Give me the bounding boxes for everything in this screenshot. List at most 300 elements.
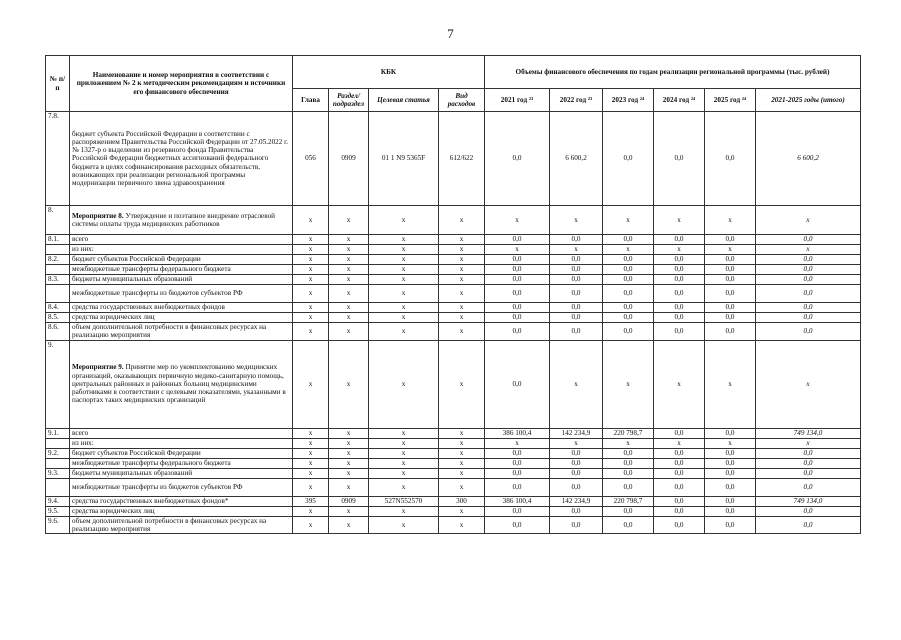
cell-value: х bbox=[439, 340, 485, 428]
cell-value: 0,0 bbox=[550, 265, 603, 275]
table-row bbox=[46, 255, 861, 265]
cell-value: 0,0 bbox=[705, 255, 756, 265]
cell-value: 0,0 bbox=[654, 235, 705, 245]
table-row bbox=[46, 275, 861, 285]
row-name bbox=[70, 468, 293, 478]
row-number: 9.2. bbox=[46, 448, 70, 458]
row-name bbox=[70, 285, 293, 303]
row-name bbox=[70, 340, 293, 428]
cell-value: 0,0 bbox=[550, 468, 603, 478]
cell-value: х bbox=[369, 516, 439, 534]
cell-value: х bbox=[369, 285, 439, 303]
cell-value: 0,0 bbox=[756, 478, 861, 496]
table-row bbox=[46, 468, 861, 478]
row-number: 7.8. bbox=[46, 112, 70, 206]
cell-value: х bbox=[654, 245, 705, 255]
cell-value: х bbox=[603, 438, 654, 448]
cell-value: 0909 bbox=[329, 112, 369, 206]
cell-value: х bbox=[369, 265, 439, 275]
cell-value: х bbox=[329, 265, 369, 275]
cell-value: 612/622 bbox=[439, 112, 485, 206]
cell-value: 0,0 bbox=[485, 265, 550, 275]
cell-value: х bbox=[439, 206, 485, 235]
header-kbk-col: Глава bbox=[293, 89, 329, 112]
cell-value: х bbox=[439, 428, 485, 438]
cell-value: х bbox=[329, 340, 369, 428]
cell-value: х bbox=[756, 340, 861, 428]
cell-value: х bbox=[293, 478, 329, 496]
cell-value: х bbox=[293, 275, 329, 285]
cell-value: х bbox=[550, 438, 603, 448]
cell-value: х bbox=[329, 428, 369, 438]
row-name bbox=[70, 245, 293, 255]
cell-value: х bbox=[369, 438, 439, 448]
row-number: 9.1. bbox=[46, 428, 70, 438]
cell-value: 749 134,0 bbox=[756, 428, 861, 438]
table-row bbox=[46, 458, 861, 468]
cell-value: 0,0 bbox=[603, 275, 654, 285]
cell-value: х bbox=[369, 245, 439, 255]
cell-value: х bbox=[293, 506, 329, 516]
cell-value: х bbox=[439, 235, 485, 245]
header-kbk-col: Целевая статья bbox=[369, 89, 439, 112]
cell-value: х bbox=[369, 468, 439, 478]
row-name bbox=[70, 303, 293, 313]
cell-value: х bbox=[293, 303, 329, 313]
cell-value: х bbox=[329, 478, 369, 496]
row-number: 8. bbox=[46, 206, 70, 235]
cell-value: х bbox=[293, 313, 329, 323]
cell-value: 0,0 bbox=[485, 303, 550, 313]
row-name-text: межбюджетные трансферты из бюджетов субъектов РФ bbox=[72, 289, 243, 298]
cell-value: 0,0 bbox=[756, 458, 861, 468]
cell-value: х bbox=[439, 323, 485, 341]
cell-value: 142 234,9 bbox=[550, 428, 603, 438]
cell-value: х bbox=[369, 458, 439, 468]
cell-value: 0,0 bbox=[654, 323, 705, 341]
cell-value: 0909 bbox=[329, 496, 369, 506]
cell-value: 0,0 bbox=[654, 428, 705, 438]
cell-value: х bbox=[329, 206, 369, 235]
table-row bbox=[46, 285, 861, 303]
header-year-col: 2022 год ²³ bbox=[550, 89, 603, 112]
row-name bbox=[70, 428, 293, 438]
cell-value: х bbox=[293, 235, 329, 245]
cell-value: х bbox=[293, 438, 329, 448]
cell-value: 0,0 bbox=[756, 448, 861, 458]
cell-value: 0,0 bbox=[756, 506, 861, 516]
row-name bbox=[70, 265, 293, 275]
row-name-text: Принятие мер по укомплектованию медицинских организаций, оказывающих первичную медико-санитарную помощь, центральных районных и районных больниц медицинскими работниками в соответствии с целевыми показателями, указанными в паспортах таких медицинских организаций bbox=[72, 363, 286, 405]
cell-value: х bbox=[756, 206, 861, 235]
cell-value: х bbox=[293, 206, 329, 235]
row-name bbox=[70, 438, 293, 448]
cell-value: 0,0 bbox=[756, 323, 861, 341]
row-number: 9.4. bbox=[46, 496, 70, 506]
cell-value: х bbox=[439, 468, 485, 478]
cell-value: х bbox=[369, 313, 439, 323]
cell-value: 0,0 bbox=[485, 285, 550, 303]
cell-value: 6 600,2 bbox=[550, 112, 603, 206]
table-row bbox=[46, 303, 861, 313]
cell-value: х bbox=[329, 285, 369, 303]
row-name bbox=[70, 313, 293, 323]
cell-value: 0,0 bbox=[550, 303, 603, 313]
row-name-text: бюджет субъекта Российской Федерации в соответствии с распоряжением Правительства Российской Федерации от 27.05.2022 г. № 1327-р о выделении из резервного фонда Правительства Российской Федерации бюджетных ассигнований федерального бюджета в целях софинансирования расходных обязательств, возникающих при реализации региональной программы модернизации первичного звена здравоохранения bbox=[72, 129, 289, 188]
cell-value: х bbox=[550, 340, 603, 428]
cell-value: х bbox=[603, 340, 654, 428]
cell-value: 056 bbox=[293, 112, 329, 206]
row-number bbox=[46, 438, 70, 448]
cell-value: 300 bbox=[439, 496, 485, 506]
row-name-text: средства государственных внебюджетных фондов* bbox=[72, 496, 229, 505]
cell-value: 0,0 bbox=[705, 506, 756, 516]
cell-value: х bbox=[329, 313, 369, 323]
cell-value: 0,0 bbox=[705, 478, 756, 496]
cell-value: 0,0 bbox=[550, 478, 603, 496]
cell-value: х bbox=[369, 255, 439, 265]
cell-value: х bbox=[439, 516, 485, 534]
row-name-text: бюджеты муниципальных образований bbox=[72, 468, 193, 477]
cell-value: 0,0 bbox=[485, 478, 550, 496]
cell-value: х bbox=[439, 448, 485, 458]
cell-value: 0,0 bbox=[550, 506, 603, 516]
cell-value: 0,0 bbox=[654, 112, 705, 206]
cell-value: х bbox=[369, 323, 439, 341]
row-name-text: средства государственных внебюджетных фондов bbox=[72, 303, 225, 312]
cell-value: х bbox=[705, 438, 756, 448]
row-number: 8.1. bbox=[46, 235, 70, 245]
cell-value: х bbox=[293, 265, 329, 275]
row-name-text: бюджеты муниципальных образований bbox=[72, 275, 193, 284]
row-name bbox=[70, 323, 293, 341]
cell-value: х bbox=[603, 206, 654, 235]
cell-value: 0,0 bbox=[485, 255, 550, 265]
table-row bbox=[46, 496, 861, 506]
cell-value: х bbox=[654, 438, 705, 448]
cell-value: 0,0 bbox=[485, 448, 550, 458]
row-name-text: объем дополнительной потребности в финансовых ресурсах на реализацию мероприятия bbox=[72, 516, 267, 533]
table-row bbox=[46, 112, 861, 206]
row-name bbox=[70, 478, 293, 496]
table-row bbox=[46, 235, 861, 245]
cell-value: 0,0 bbox=[705, 323, 756, 341]
cell-value: 0,0 bbox=[705, 112, 756, 206]
cell-value: 0,0 bbox=[550, 235, 603, 245]
cell-value: 749 134,0 bbox=[756, 496, 861, 506]
cell-value: х bbox=[369, 303, 439, 313]
cell-value: 0,0 bbox=[654, 275, 705, 285]
cell-value: х bbox=[293, 285, 329, 303]
cell-value: 0,0 bbox=[485, 506, 550, 516]
row-number bbox=[46, 265, 70, 275]
cell-value: 0,0 bbox=[485, 468, 550, 478]
cell-value: 0,0 bbox=[705, 265, 756, 275]
cell-value: х bbox=[485, 438, 550, 448]
row-name bbox=[70, 235, 293, 245]
cell-value: 0,0 bbox=[603, 265, 654, 275]
cell-value: 0,0 bbox=[705, 516, 756, 534]
cell-value: х bbox=[439, 438, 485, 448]
cell-value: х bbox=[439, 303, 485, 313]
header-num: № п/п bbox=[46, 56, 70, 112]
cell-value: 0,0 bbox=[603, 448, 654, 458]
cell-value: 0,0 bbox=[654, 458, 705, 468]
cell-value: х bbox=[369, 506, 439, 516]
row-name-text: всего bbox=[72, 235, 89, 244]
cell-value: 0,0 bbox=[756, 468, 861, 478]
cell-value: 0,0 bbox=[603, 458, 654, 468]
cell-value: 142 234,9 bbox=[550, 496, 603, 506]
cell-value: 0,0 bbox=[550, 448, 603, 458]
table-row bbox=[46, 265, 861, 275]
cell-value: 0,0 bbox=[756, 313, 861, 323]
cell-value: х bbox=[369, 206, 439, 235]
table-row bbox=[46, 448, 861, 458]
cell-value: 0,0 bbox=[485, 313, 550, 323]
header-year-col: 2021-2025 годы (итого) bbox=[756, 89, 861, 112]
cell-value: 0,0 bbox=[756, 285, 861, 303]
cell-value: х bbox=[654, 206, 705, 235]
cell-value: 0,0 bbox=[603, 303, 654, 313]
row-number: 8.3. bbox=[46, 275, 70, 285]
cell-value: 0,0 bbox=[654, 468, 705, 478]
table-row bbox=[46, 478, 861, 496]
cell-value: 0,0 bbox=[705, 313, 756, 323]
row-name bbox=[70, 506, 293, 516]
cell-value: х bbox=[329, 438, 369, 448]
cell-value: х bbox=[439, 478, 485, 496]
cell-value: 0,0 bbox=[550, 285, 603, 303]
cell-value: 0,0 bbox=[756, 255, 861, 265]
cell-value: х bbox=[293, 340, 329, 428]
cell-value: х bbox=[756, 245, 861, 255]
row-number: 8.6. bbox=[46, 323, 70, 341]
row-name-text: межбюджетные трансферты федерального бюджета bbox=[72, 458, 231, 467]
cell-value: х bbox=[369, 235, 439, 245]
row-name-text: средства юридических лиц bbox=[72, 506, 155, 515]
cell-value: 0,0 bbox=[705, 303, 756, 313]
event-title: Мероприятие 9. bbox=[72, 363, 124, 372]
header-kbk-col: Вид расходов bbox=[439, 89, 485, 112]
cell-value: 0,0 bbox=[603, 468, 654, 478]
cell-value: х bbox=[439, 506, 485, 516]
cell-value: 0,0 bbox=[603, 478, 654, 496]
header-year-col: 2023 год ²⁴ bbox=[603, 89, 654, 112]
cell-value: х bbox=[550, 245, 603, 255]
cell-value: х bbox=[329, 516, 369, 534]
table-row bbox=[46, 323, 861, 341]
cell-value: 0,0 bbox=[550, 458, 603, 468]
header-year-col: 2024 год ²⁴ bbox=[654, 89, 705, 112]
cell-value: х bbox=[485, 245, 550, 255]
cell-value: 0,0 bbox=[485, 275, 550, 285]
header-name: Наименование и номер мероприятия в соответствии с приложением № 2 к методическим рекомендациям и источники его финансового обеспечения bbox=[70, 56, 293, 112]
row-name-text: из них: bbox=[72, 245, 94, 254]
row-number: 9.3. bbox=[46, 468, 70, 478]
cell-value: 0,0 bbox=[603, 313, 654, 323]
table-row bbox=[46, 506, 861, 516]
cell-value: х bbox=[329, 235, 369, 245]
cell-value: 0,0 bbox=[654, 496, 705, 506]
row-number bbox=[46, 478, 70, 496]
cell-value: 0,0 bbox=[485, 235, 550, 245]
cell-value: х bbox=[439, 265, 485, 275]
row-name-text: Утверждение и поэтапное внедрение отраслевой системы оплаты труда медицинских работников bbox=[72, 211, 276, 228]
table-row bbox=[46, 206, 861, 235]
cell-value: 0,0 bbox=[603, 112, 654, 206]
row-number: 8.4. bbox=[46, 303, 70, 313]
table-row bbox=[46, 438, 861, 448]
cell-value: х bbox=[293, 245, 329, 255]
cell-value: 0,0 bbox=[654, 506, 705, 516]
cell-value: 0,0 bbox=[603, 506, 654, 516]
cell-value: х bbox=[485, 206, 550, 235]
cell-value: 0,0 bbox=[654, 265, 705, 275]
cell-value: 0,0 bbox=[654, 478, 705, 496]
header-year-col: 2025 год ²⁴ bbox=[705, 89, 756, 112]
cell-value: х bbox=[756, 438, 861, 448]
cell-value: х bbox=[705, 206, 756, 235]
cell-value: х bbox=[369, 478, 439, 496]
row-name bbox=[70, 275, 293, 285]
row-number: 9. bbox=[46, 340, 70, 428]
cell-value: 0,0 bbox=[756, 265, 861, 275]
row-name-text: межбюджетные трансферты из бюджетов субъектов РФ bbox=[72, 482, 243, 491]
cell-value: 0,0 bbox=[654, 313, 705, 323]
header-kbk-col: Раздел/ подраздел bbox=[329, 89, 369, 112]
cell-value: 0,0 bbox=[654, 516, 705, 534]
row-number bbox=[46, 245, 70, 255]
cell-value: 0,0 bbox=[485, 340, 550, 428]
cell-value: 0,0 bbox=[756, 516, 861, 534]
row-name bbox=[70, 255, 293, 265]
row-name bbox=[70, 206, 293, 235]
cell-value: х bbox=[329, 303, 369, 313]
cell-value: 0,0 bbox=[603, 235, 654, 245]
cell-value: 0,0 bbox=[654, 285, 705, 303]
cell-value: 0,0 bbox=[705, 458, 756, 468]
cell-value: х bbox=[705, 340, 756, 428]
cell-value: 527N552570 bbox=[369, 496, 439, 506]
cell-value: 0,0 bbox=[654, 448, 705, 458]
cell-value: 0,0 bbox=[705, 275, 756, 285]
cell-value: 0,0 bbox=[485, 323, 550, 341]
row-name-text: из них: bbox=[72, 438, 94, 447]
cell-value: х bbox=[293, 458, 329, 468]
row-name-text: межбюджетные трансферты федерального бюджета bbox=[72, 265, 231, 274]
cell-value: х bbox=[329, 255, 369, 265]
header-kbk: КБК bbox=[293, 56, 485, 89]
cell-value: х bbox=[329, 448, 369, 458]
cell-value: 0,0 bbox=[756, 275, 861, 285]
cell-value: 220 798,7 bbox=[603, 428, 654, 438]
cell-value: 0,0 bbox=[654, 255, 705, 265]
cell-value: 386 100,4 bbox=[485, 496, 550, 506]
table-row bbox=[46, 245, 861, 255]
row-number: 9.5. bbox=[46, 506, 70, 516]
cell-value: х bbox=[439, 285, 485, 303]
cell-value: 0,0 bbox=[756, 235, 861, 245]
row-name-text: бюджет субъектов Российской Федерации bbox=[72, 255, 201, 264]
cell-value: 220 798,7 bbox=[603, 496, 654, 506]
financing-table bbox=[45, 55, 861, 534]
cell-value: х bbox=[439, 245, 485, 255]
cell-value: х bbox=[293, 323, 329, 341]
table-row bbox=[46, 516, 861, 534]
row-number bbox=[46, 285, 70, 303]
row-number: 8.5. bbox=[46, 313, 70, 323]
row-name-text: средства юридических лиц bbox=[72, 313, 155, 322]
row-name bbox=[70, 496, 293, 506]
table-row bbox=[46, 428, 861, 438]
cell-value: х bbox=[439, 458, 485, 468]
cell-value: х bbox=[654, 340, 705, 428]
cell-value: 0,0 bbox=[485, 516, 550, 534]
cell-value: х bbox=[293, 468, 329, 478]
cell-value: 0,0 bbox=[603, 516, 654, 534]
row-name-text: бюджет субъектов Российской Федерации bbox=[72, 448, 201, 457]
cell-value: 0,0 bbox=[550, 275, 603, 285]
cell-value: х bbox=[439, 255, 485, 265]
cell-value: 0,0 bbox=[654, 303, 705, 313]
row-name bbox=[70, 458, 293, 468]
row-name bbox=[70, 516, 293, 534]
cell-value: х bbox=[293, 428, 329, 438]
row-name-text: объем дополнительной потребности в финансовых ресурсах на реализацию мероприятия bbox=[72, 323, 267, 340]
cell-value: х bbox=[293, 448, 329, 458]
cell-value: х bbox=[550, 206, 603, 235]
table-row bbox=[46, 340, 861, 428]
row-name bbox=[70, 448, 293, 458]
cell-value: х bbox=[369, 340, 439, 428]
cell-value: х bbox=[439, 313, 485, 323]
row-number bbox=[46, 458, 70, 468]
cell-value: 0,0 bbox=[485, 112, 550, 206]
cell-value: х bbox=[329, 506, 369, 516]
cell-value: х bbox=[329, 275, 369, 285]
row-name-text: всего bbox=[72, 428, 89, 437]
cell-value: 0,0 bbox=[705, 285, 756, 303]
cell-value: 0,0 bbox=[550, 323, 603, 341]
cell-value: 0,0 bbox=[603, 285, 654, 303]
cell-value: 0,0 bbox=[705, 496, 756, 506]
cell-value: х bbox=[603, 245, 654, 255]
cell-value: 0,0 bbox=[603, 323, 654, 341]
cell-value: 0,0 bbox=[485, 458, 550, 468]
cell-value: 0,0 bbox=[550, 313, 603, 323]
cell-value: х bbox=[369, 448, 439, 458]
cell-value: х bbox=[329, 245, 369, 255]
page-number: 7 bbox=[447, 26, 454, 41]
cell-value: 0,0 bbox=[705, 448, 756, 458]
cell-value: 0,0 bbox=[550, 516, 603, 534]
cell-value: х bbox=[329, 323, 369, 341]
cell-value: 386 100,4 bbox=[485, 428, 550, 438]
cell-value: 0,0 bbox=[705, 428, 756, 438]
cell-value: х bbox=[369, 428, 439, 438]
header-funding: Объемы финансового обеспечения по годам реализации региональной программы (тыс. рублей) bbox=[485, 56, 861, 89]
cell-value: 0,0 bbox=[705, 468, 756, 478]
cell-value: 0,0 bbox=[756, 303, 861, 313]
cell-value: х bbox=[705, 245, 756, 255]
cell-value: х bbox=[329, 468, 369, 478]
table-row bbox=[46, 313, 861, 323]
cell-value: 0,0 bbox=[705, 235, 756, 245]
cell-value: 395 bbox=[293, 496, 329, 506]
cell-value: х bbox=[369, 275, 439, 285]
row-number: 8.2. bbox=[46, 255, 70, 265]
